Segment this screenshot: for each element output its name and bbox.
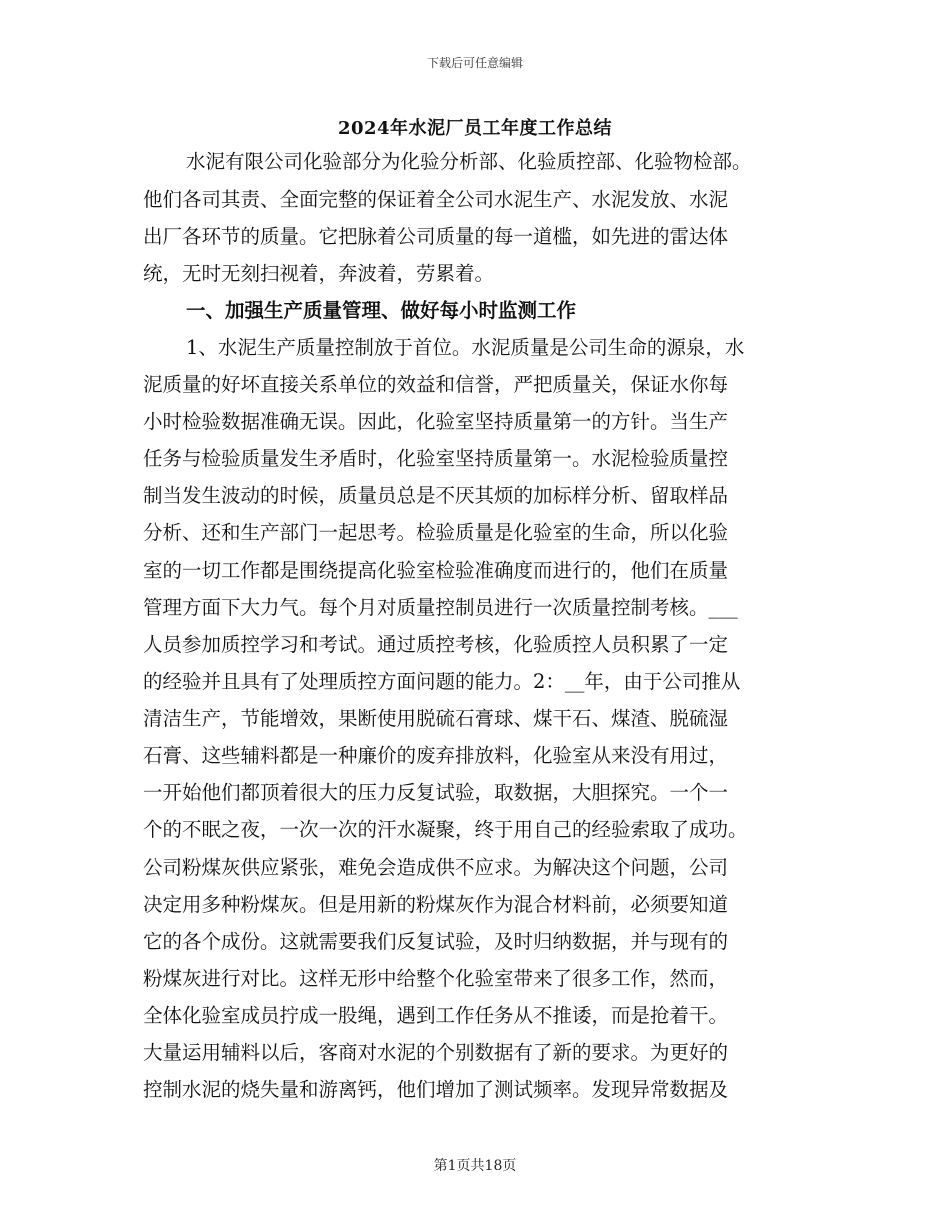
body-line: 制当发生波动的时候，质量员总是不厌其烦的加标样分析、留取样品 — [143, 484, 729, 507]
body-line: 水泥有限公司化验部分为化验分析部、化验质控部、化验物检部。 — [186, 150, 752, 173]
body-line: 的经验并且具有了处理质控方面问题的能力。2：__年，由于公司推从 — [143, 670, 741, 693]
body-line: 石膏、这些辅料都是一种廉价的废弃排放料，化验室从来没有用过， — [143, 744, 729, 767]
body-line: 个的不眠之夜，一次一次的汗水凝聚，终于用自己的经验索取了成功。 — [143, 818, 748, 841]
section-heading: 一、加强生产质量管理、做好每小时监测工作 — [186, 299, 577, 322]
body-line: 公司粉煤灰供应紧张，难免会造成供不应求。为解决这个问题，公司 — [143, 856, 729, 879]
body-line: 全体化验室成员拧成一股绳，遇到工作任务从不推诿，而是抢着干。 — [143, 1004, 729, 1027]
body-line: 1、水泥生产质量控制放于首位。水泥质量是公司生命的源泉，水 — [186, 336, 745, 359]
body-line: 他们各司其责、全面完整的保证着全公司水泥生产、水泥发放、水泥 — [143, 188, 729, 211]
body-line: 泥质量的好坏直接关系单位的效益和信誉，严把质量关，保证水你每 — [143, 373, 729, 396]
body-line: 任务与检验质量发生矛盾时，化验室坚持质量第一。水泥检验质量控 — [143, 447, 729, 470]
body-line: 室的一切工作都是围绕提高化验室检验准确度而进行的，他们在质量 — [143, 559, 729, 582]
page-footer: 第1页共18页 — [433, 1158, 517, 1174]
body-line: 大量运用辅料以后，客商对水泥的个别数据有了新的要求。为更好的 — [143, 1041, 729, 1064]
body-line: 决定用多种粉煤灰。但是用新的粉煤灰作为混合材料前，必须要知道 — [143, 893, 729, 916]
body-line: 粉煤灰进行对比。这样无形中给整个化验室带来了很多工作，然而， — [143, 967, 729, 990]
body-line: 分析、还和生产部门一起思考。检验质量是化验室的生命，所以化验 — [143, 521, 729, 544]
body-line: 控制水泥的烧失量和游离钙，他们增加了测试频率。发现异常数据及 — [143, 1078, 729, 1101]
body-line: 人员参加质控学习和考试。通过质控考核，化验质控人员积累了一定 — [143, 633, 729, 656]
body-line: 小时检验数据准确无误。因此，化验室坚持质量第一的方针。当生产 — [143, 410, 729, 433]
body-line: 统，无时无刻扫视着，奔波着，劳累着。 — [143, 262, 495, 285]
document-title: 2024年水泥厂员工年度工作总结 — [337, 118, 613, 139]
body-line: 管理方面下大力气。每个月对质量控制员进行一次质量控制考核。___ — [143, 596, 738, 619]
body-line: 出厂各环节的质量。它把脉着公司质量的每一道槛，如先进的雷达体 — [143, 225, 729, 248]
body-line: 它的各个成份。这就需要我们反复试验，及时归纳数据，并与现有的 — [143, 930, 729, 953]
header-note: 下载后可任意编辑 — [426, 56, 523, 70]
body-line: 一开始他们都顶着很大的压力反复试验，取数据，大胆探究。一个一 — [143, 781, 729, 804]
body-line: 清洁生产，节能增效，果断使用脱硫石膏球、煤干石、煤渣、脱硫湿 — [143, 707, 729, 730]
